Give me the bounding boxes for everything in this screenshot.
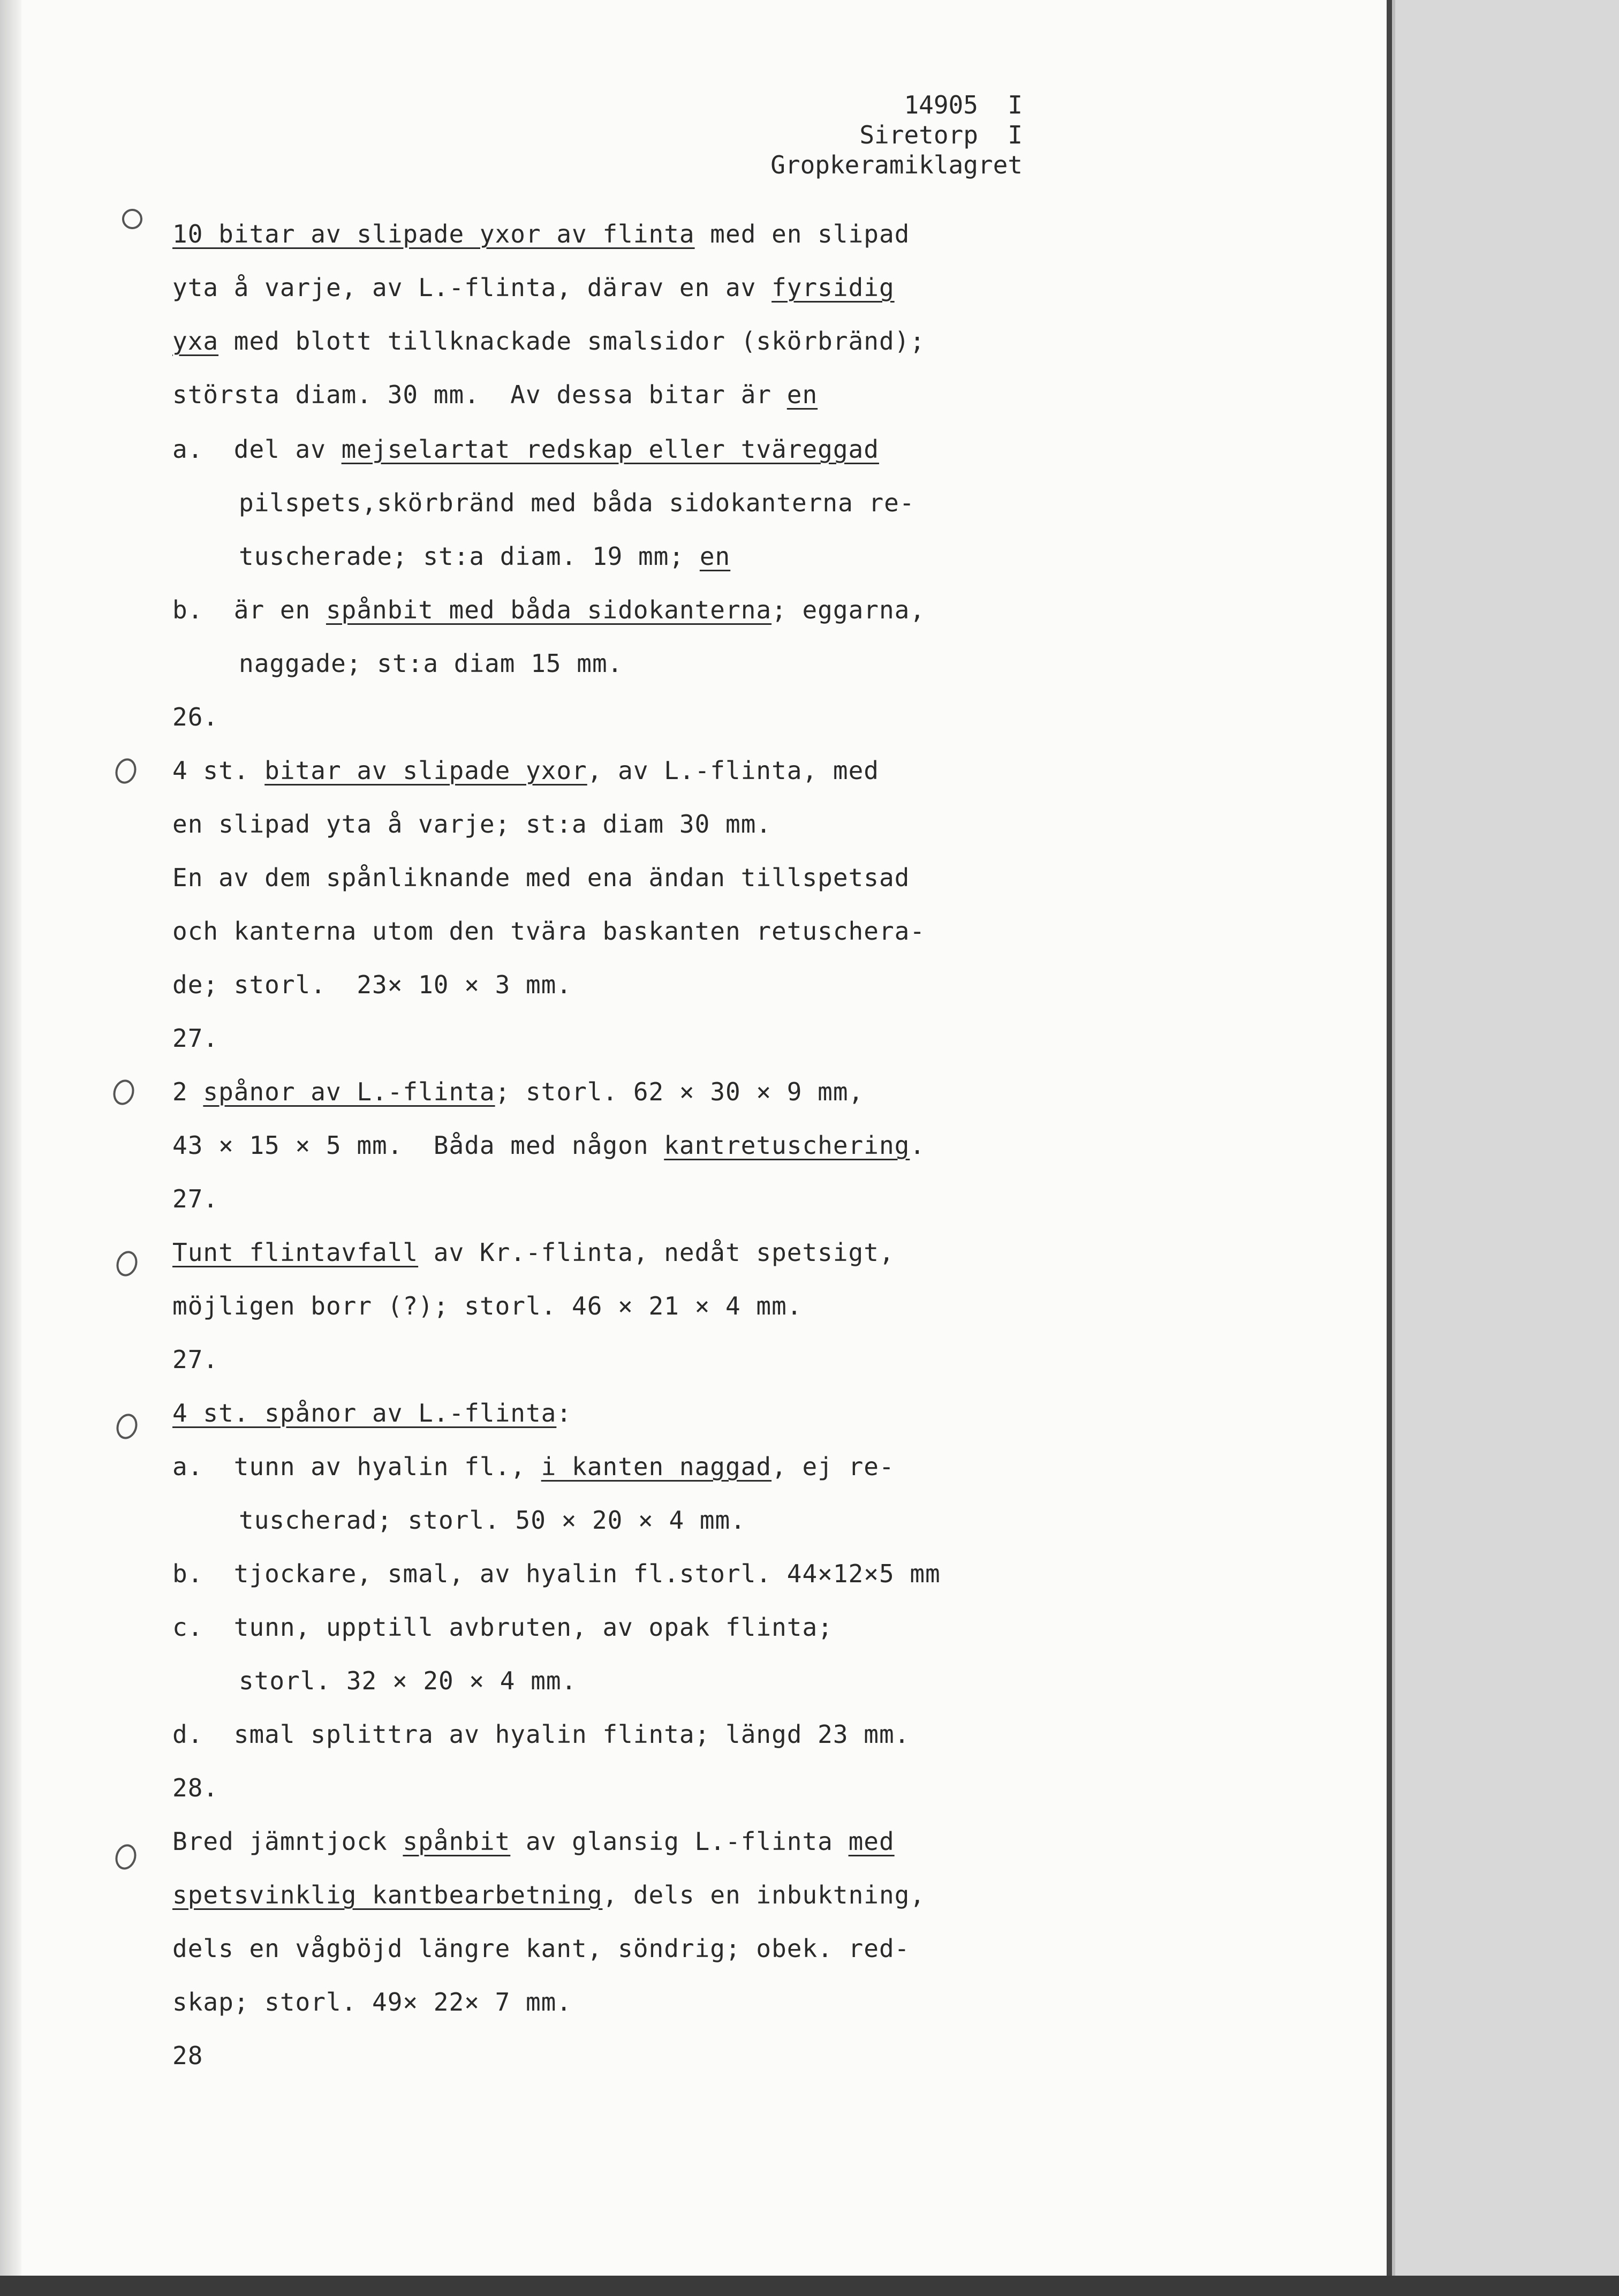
text-line: tuscherad; storl. 50 × 20 × 4 mm.	[239, 1506, 746, 1535]
underlined-phrase: spånbit	[403, 1827, 511, 1856]
margin-circle-mark	[110, 1077, 138, 1107]
text-line: en slipad yta å varje; st:a diam 30 mm.	[172, 810, 772, 839]
underlined-phrase: 10 bitar av slipade yxor av flinta	[172, 220, 695, 248]
layer-name: Gropkeramiklagret	[770, 150, 1023, 179]
underlined-phrase: en	[699, 542, 731, 571]
text-line: Bred jämntjock spånbit av glansig L.-flinta med	[172, 1827, 895, 1856]
underlined-phrase: 4 st. spånor av L.-flinta	[172, 1399, 557, 1428]
text-line: största diam. 30 mm. Av dessa bitar är en	[172, 380, 818, 409]
text-line: yta å varje, av L.-flinta, därav en av fyrsidig	[172, 273, 895, 302]
margin-circle-mark	[118, 205, 147, 233]
text-line: 43 × 15 × 5 mm. Båda med någon kantretuschering.	[172, 1131, 926, 1160]
text-line: tuscherade; st:a diam. 19 mm; en	[239, 542, 731, 571]
text-line: 26.	[172, 703, 219, 731]
text-line: 10 bitar av slipade yxor av flinta med en slipad	[172, 220, 910, 248]
text-line: naggade; st:a diam 15 mm.	[239, 649, 623, 678]
text-line: b. är en spånbit med båda sidokanterna; eggarna,	[172, 595, 926, 624]
underlined-phrase: en	[786, 380, 818, 409]
text-line: 4 st. bitar av slipade yxor, av L.-flinta, med	[172, 756, 879, 785]
text-line: 27.	[172, 1345, 219, 1374]
text-line: storl. 32 × 20 × 4 mm.	[239, 1666, 577, 1695]
text-line: a. del av mejselartat redskap eller tväreggad	[172, 435, 879, 464]
margin-circle-mark	[114, 1411, 141, 1441]
text-line: d. smal splittra av hyalin flinta; längd 23 mm.	[172, 1720, 910, 1749]
underlined-phrase: spånor av L.-flinta	[203, 1077, 495, 1106]
site-name: Siretorp I	[859, 120, 1023, 149]
text-line: spetsvinklig kantbearbetning, dels en inbuktning,	[172, 1880, 926, 1909]
scanner-border	[0, 2276, 1619, 2296]
underlined-phrase: spetsvinklig kantbearbetning	[172, 1880, 603, 1909]
text-line: 27.	[172, 1024, 219, 1053]
text-line: 27.	[172, 1184, 219, 1213]
scan-edge	[0, 0, 21, 2276]
text-line: a. tunn av hyalin fl., i kanten naggad, ej re-	[172, 1452, 895, 1481]
margin-circle-mark	[112, 756, 140, 786]
underlined-phrase: mejselartat redskap eller tväreggad	[341, 435, 879, 464]
underlined-phrase: spånbit med båda sidokanterna	[326, 595, 772, 624]
text-line: skap; storl. 49× 22× 7 mm.	[172, 1988, 572, 2016]
margin-circle-mark	[112, 1841, 140, 1872]
margin-circle-mark	[114, 1248, 141, 1279]
text-line: och kanterna utom den tvära baskanten retuschera-	[172, 917, 926, 946]
text-line: möjligen borr (?); storl. 46 × 21 × 4 mm.	[172, 1292, 803, 1320]
text-line: 28	[172, 2041, 203, 2070]
text-line: Tunt flintavfall av Kr.-flinta, nedåt spetsigt,	[172, 1238, 895, 1267]
text-line: yxa med blott tillknackade smalsidor (skörbränd);	[172, 327, 926, 356]
text-line: 4 st. spånor av L.-flinta:	[172, 1399, 572, 1428]
underlined-phrase: yxa	[172, 327, 219, 356]
underlined-phrase: Tunt flintavfall	[172, 1238, 419, 1267]
text-line: b. tjockare, smal, av hyalin fl.storl. 44×12×5 mm	[172, 1559, 941, 1588]
text-line: dels en vågböjd längre kant, söndrig; obek. red-	[172, 1934, 910, 1963]
text-line: c. tunn, upptill avbruten, av opak flinta;	[172, 1613, 833, 1642]
text-line: de; storl. 23× 10 × 3 mm.	[172, 970, 572, 999]
catalog-number: 14905 I	[904, 90, 1023, 119]
underlined-phrase: bitar av slipade yxor	[264, 756, 587, 785]
underlined-phrase: fyrsidig	[771, 273, 895, 302]
text-line: pilspets,skörbränd med båda sidokanterna re-	[239, 488, 915, 517]
text-line: En av dem spånliknande med ena ändan tillspetsad	[172, 863, 910, 892]
underlined-phrase: med	[848, 1827, 895, 1856]
text-line: 28.	[172, 1773, 219, 1802]
underlined-phrase: i kanten naggad	[541, 1452, 772, 1481]
catalog-header	[770, 90, 1023, 180]
text-line: 2 spånor av L.-flinta; storl. 62 × 30 × 9 mm,	[172, 1077, 864, 1106]
underlined-phrase: kantretuschering	[664, 1131, 910, 1160]
